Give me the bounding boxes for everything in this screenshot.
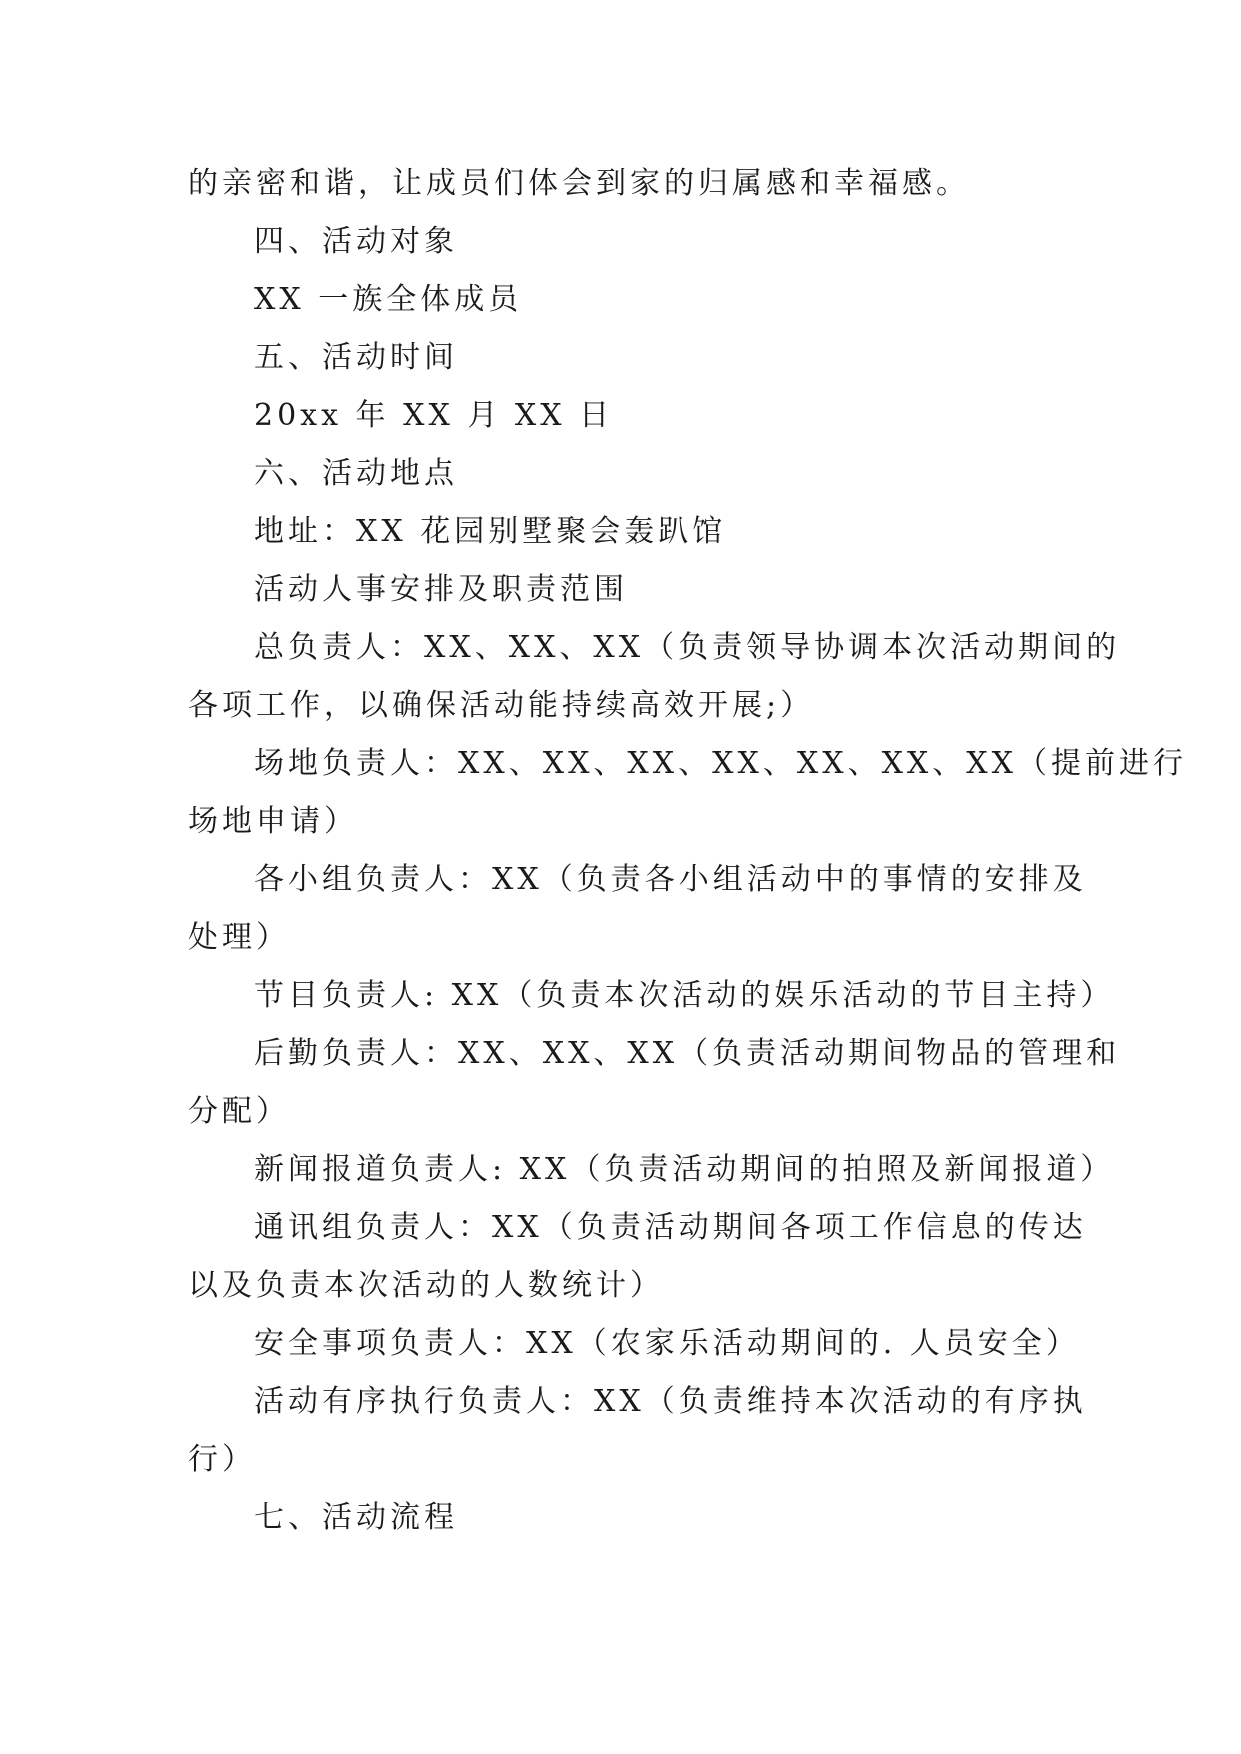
paragraph-staffing-title: 活动人事安排及职责范围 bbox=[254, 572, 628, 607]
paragraph-safety-lead: 安全事项负责人：XX（农家乐活动期间的. 人员安全） bbox=[254, 1326, 1080, 1361]
paragraph-general-lead-cont: 各项工作，以确保活动能持续高效开展;） bbox=[188, 688, 815, 723]
paragraph-venue-lead-cont: 场地申请） bbox=[188, 804, 358, 839]
paragraph-news-lead: 新闻报道负责人: XX（负责活动期间的拍照及新闻报道） bbox=[254, 1152, 1115, 1187]
paragraph-group-lead: 各小组负责人：XX（负责各小组活动中的事情的安排及 bbox=[254, 862, 1087, 897]
paragraph-comms-lead: 通讯组负责人：XX（负责活动期间各项工作信息的传达 bbox=[254, 1210, 1087, 1245]
paragraph-logistics-lead-cont: 分配） bbox=[188, 1094, 290, 1129]
section-heading-6: 六、活动地点 bbox=[254, 456, 458, 491]
paragraph-order-lead-cont: 行） bbox=[188, 1442, 256, 1477]
section-heading-5: 五、活动时间 bbox=[254, 340, 458, 375]
section-heading-4: 四、活动对象 bbox=[254, 224, 458, 259]
paragraph-comms-lead-cont: 以及负责本次活动的人数统计） bbox=[188, 1268, 664, 1303]
paragraph-program-lead: 节目负责人: XX（负责本次活动的娱乐活动的节目主持） bbox=[254, 978, 1115, 1013]
paragraph-date: 20xx 年 XX 月 XX 日 bbox=[254, 398, 614, 433]
paragraph-general-lead: 总负责人：XX、XX、XX（负责领导协调本次活动期间的 bbox=[254, 630, 1121, 665]
paragraph-address: 地址：XX 花园别墅聚会轰趴馆 bbox=[254, 514, 727, 549]
paragraph-venue-lead: 场地负责人：XX、XX、XX、XX、XX、XX、XX（提前进行 bbox=[254, 746, 1188, 781]
paragraph-group-lead-cont: 处理） bbox=[188, 920, 290, 955]
paragraph-logistics-lead: 后勤负责人：XX、XX、XX（负责活动期间物品的管理和 bbox=[254, 1036, 1121, 1071]
paragraph-order-lead: 活动有序执行负责人：XX（负责维持本次活动的有序执 bbox=[254, 1384, 1087, 1419]
section-heading-7: 七、活动流程 bbox=[254, 1500, 458, 1535]
paragraph-continuation: 的亲密和谐，让成员们体会到家的归属感和幸福感。 bbox=[188, 166, 970, 201]
paragraph-target-audience: XX 一族全体成员 bbox=[254, 282, 523, 317]
